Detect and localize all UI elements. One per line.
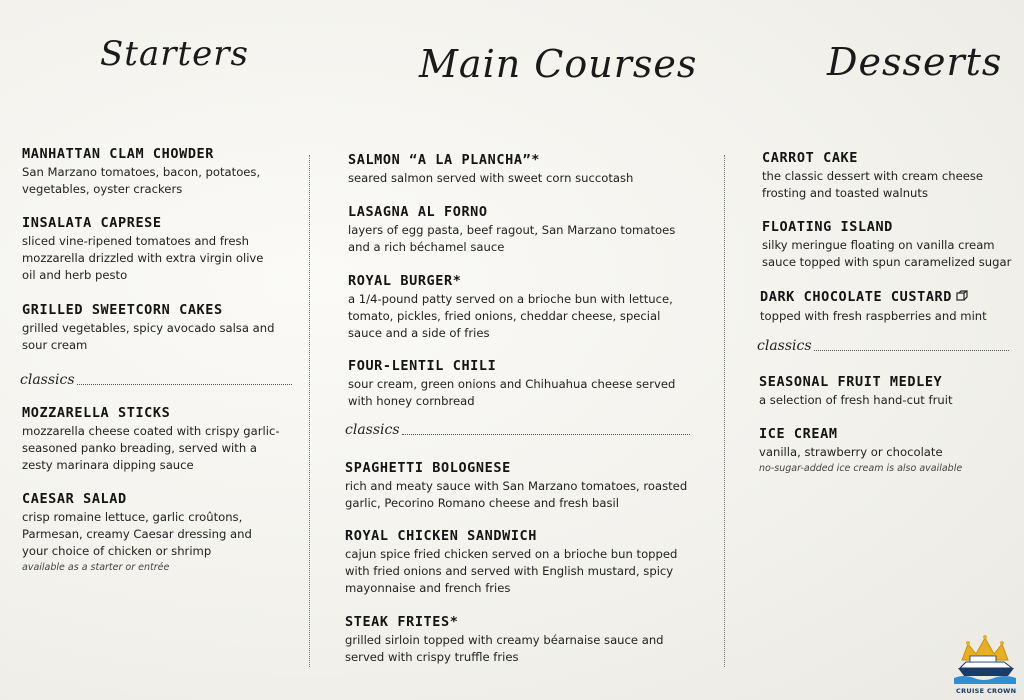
menu-item	[762, 219, 1017, 271]
menu-item	[348, 204, 690, 256]
item-name: MOZZARELLA STICKS	[22, 405, 171, 421]
vegetarian-icon	[956, 290, 968, 307]
menu-item	[348, 152, 690, 187]
menu-item	[22, 405, 280, 474]
item-note: no-sugar-added ice cream is also available	[759, 463, 963, 474]
item-note: available as a starter or entrée	[22, 562, 170, 573]
item-name	[760, 289, 1017, 307]
item-name: LASAGNA AL FORNO	[348, 204, 488, 220]
menu-item	[348, 273, 690, 342]
item-description: sliced vine-ripened tomatoes and fresh mozzarella drizzled with extra virgin olive oil and herb pesto	[22, 234, 264, 282]
item-name: ROYAL CHICKEN SANDWICH	[345, 528, 538, 544]
item-name: STEAK FRITES*	[345, 614, 459, 630]
item-name: CARROT CAKE	[762, 150, 859, 166]
item-description: a 1/4-pound patty served on a brioche bun with lettuce, tomato, pickles, fried onions, cheddar cheese, special sauce and a side of fries	[348, 292, 673, 340]
item-description: rich and meaty sauce with San Marzano tomatoes, roasted garlic, Pecorino Romano cheese and fresh basil	[345, 479, 688, 510]
mains-heading: Main Courses	[419, 42, 698, 86]
menu-item	[345, 614, 690, 666]
classics-divider	[20, 368, 292, 388]
dotted-rule	[814, 350, 1009, 351]
item-description: layers of egg pasta, beef ragout, San Marzano tomatoes and a rich béchamel sauce	[348, 223, 676, 254]
item-name: FLOATING ISLAND	[762, 219, 893, 235]
menu-item	[759, 374, 1017, 409]
dotted-rule	[402, 434, 690, 435]
menu-item	[345, 460, 690, 512]
item-description: San Marzano tomatoes, bacon, potatoes, vegetables, oyster crackers	[22, 165, 261, 196]
starters-heading: Starters	[100, 34, 249, 74]
item-description: topped with fresh raspberries and mint	[760, 309, 987, 323]
menu-item	[348, 358, 690, 410]
item-name: FOUR-LENTIL CHILI	[348, 358, 497, 374]
item-description: sour cream, green onions and Chihuahua cheese served with honey cornbread	[348, 377, 676, 408]
item-name: ROYAL BURGER*	[348, 273, 462, 289]
item-description: grilled vegetables, spicy avocado salsa and sour cream	[22, 321, 275, 352]
classics-label: classics	[20, 372, 75, 388]
item-description: grilled sirloin topped with creamy béarnaise sauce and served with crispy truffle fries	[345, 633, 664, 664]
item-name: INSALATA CAPRESE	[22, 215, 162, 231]
item-description: silky meringue floating on vanilla cream sauce topped with spun caramelized sugar	[762, 238, 1012, 269]
classics-divider	[757, 334, 1009, 354]
column-divider	[724, 155, 725, 667]
desserts-heading: Desserts	[827, 40, 1003, 84]
item-description: a selection of fresh hand-cut fruit	[759, 393, 953, 407]
menu-item	[22, 491, 280, 574]
logo-text: CRUISE CROWN	[956, 687, 1017, 695]
column-divider	[309, 155, 310, 667]
item-name: SPAGHETTI BOLOGNESE	[345, 460, 511, 476]
item-name: SEASONAL FRUIT MEDLEY	[759, 374, 943, 390]
menu-item	[345, 528, 690, 597]
item-name: CAESAR SALAD	[22, 491, 127, 507]
item-description: mozzarella cheese coated with crispy garlic-seasoned panko breading, served with a zesty marinara dipping sauce	[22, 424, 280, 472]
item-description: seared salmon served with sweet corn succotash	[348, 171, 634, 185]
classics-label: classics	[345, 422, 400, 438]
classics-divider	[345, 418, 690, 438]
item-description: vanilla, strawberry or chocolate	[759, 445, 943, 459]
item-description: crisp romaine lettuce, garlic croûtons, Parmesan, creamy Caesar dressing and your choice of chicken or shrimp	[22, 510, 252, 558]
item-name: ICE CREAM	[759, 426, 838, 442]
menu-item	[22, 302, 280, 354]
item-name: MANHATTAN CLAM CHOWDER	[22, 146, 215, 162]
item-description: the classic dessert with cream cheese frosting and toasted walnuts	[762, 169, 984, 200]
menu-item	[22, 146, 280, 198]
dotted-rule	[77, 384, 292, 385]
item-name: SALMON “A LA PLANCHA”*	[348, 152, 541, 168]
menu-item	[762, 150, 1017, 202]
item-description: cajun spice fried chicken served on a brioche bun topped with fried onions and served with English mustard, spicy mayonnaise and french fries	[345, 547, 678, 595]
menu-item	[760, 289, 1017, 325]
menu-item	[22, 215, 280, 284]
classics-label: classics	[757, 338, 812, 354]
item-name-text: DARK CHOCOLATE CUSTARD	[760, 289, 953, 305]
item-name: GRILLED SWEETCORN CAKES	[22, 302, 223, 318]
menu-item	[759, 426, 1017, 475]
